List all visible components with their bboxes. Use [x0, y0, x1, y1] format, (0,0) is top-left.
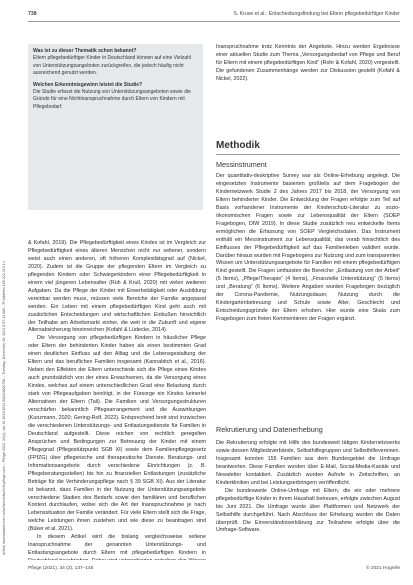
running-title: S. Kruse et al.: Entscheidungsfindung bei Eltern pflegebedürftiger Kinder — [233, 11, 400, 17]
box-answer-2: Die Studie erfasst die Nutzung von Unterstützungsangeboten sowie die Gründe für eine Nichtinanspruchnahme durch Eltern von Kindern mit Pflegebedarf. — [33, 89, 191, 110]
left-column — [28, 240, 206, 560]
section-title-methodik: Methodik — [216, 140, 260, 151]
messinstrument-paragraph: Der quantitativ-deskriptive Survey war als Online-Erhebung angelegt. Die eingesetzten Instrumente basierten großteils auf dem Fragebogen der Kindernetzwerk Studie 2 des Jahres 2017 bis 2018, der Versorgung von Eltern behinderter Kinder. Die Entwicklung der Fragen erfolgte zum Teil auf Basis vorhandener Instrumente der Kinderschutz-Literatur zu sozio-ökonomischen Fragen sowie zur Lebensqualität der Eltern (SOEP Fragebogen, DIW 2019). In diese Studie zusätzlich neu entwickelte Items ermöglichen die Erfassung von SOEP Vergleichsdaten. Das Instrument enthält ein Messinstrument zur Lebensqualität, das vorab hinsichtlich des Einflusses der Pflegebedürftigkeit auf das Familienleben validiert wurde. Darüber hinaus wurden mit Fragebogens zur Nutzung und zum transparenten Wissen um Unterstützungsangebote für Familien mit einem pflegebedürftigen Kind gestellt. Die Fragen umfassten die Bereiche: „Entlastung von der Arbeit“ (5 Items), „Pflege/Therapie“ (4 Items), „Finanzielle Unterstützung“ (5 Items) und „Beratung“ (6 Items). Weitere Angaben wurden Fragebogen bezüglich der Corona-Pandemie, Nutzungsdauer, Nutzung durch die Kindergartenbetreuung und Schule sowie Alter, Geschlecht und Entscheidungsgründe der Eltern erhoben. Hier wurde eine Skala zum Fragebogen zum freien Kommentieren der Fragen ergänzt. — [216, 173, 400, 323]
box-question-2: Welchen Erkenntnisgewinn leistet die Studie? — [33, 81, 143, 88]
right-column-rekrutierung — [216, 440, 400, 560]
footer-citation: Pflege (2021), 34 (2), 137–145 — [28, 566, 94, 571]
left-paragraph-2: Die Versorgung von pflegebedürftigen Kindern in häuslicher Pflege oder Eltern der behinderten Kinder haben als einen bestimmten Grad einen deutlichen Einfluss auf den Alltag und die Lebensgestaltung der Eltern und das beruflichen Familien insgesamt (Kannabitch et al., 2016). Neben den Effekten der Eltern unterschiede sich die Pflege eines Kindes auch grundsätzlich von der eines Erwachsenen, da die Versorgung eines Kindes, welches auf einem unterschiedlichen Grad eine Belastung durch stark von Pflegeaufgaben benötigt, in der Fürsorge ein Kindes keinerlei Alternativen der Eltern (Tali). Die Familien und Versorgungsstrukturen verschärfen bekanntlich Pflegearrangement und die Auswirkungen (Kunzmann, 2020; Gering-Rolf, 2022). Entsprechend breit sind inzwischen die verschiedenen Unterstützungs- und Entlastungsdienste für Familien in Deutschland aufgestellt. Diese reichen von rechtlich geregelten Ansprüchen und Bedingungen zur Betreuung der Kinder mit einem Pflegegrad (Pflegestützpunkt SGB XI) sowie dem Familienpflegegesetz (FPfZG) über pflegerische und therapeutische Dienste. Beratungs- und Informationsangebote durch verschiedene Einrichtungen (z. B. Pflegeberatungsstellen) bis hin zu finanziellen Entlastungen (zusätzliche Beträge für die Verhinderungspflege nach § 39 SGB XI). Aus der Literatur ist bekannt, dass Familien in der Nutzung der Unterstützungsangebote verschiedene Stadien des Bedarfs sowie den familiären und beruflichen Kontext durchlaufen, wobei sich die Art der Inanspruchnahme je nach Lebenssituation der Familie verändert. Für viele Eltern stellt sich die Frage, welche Leistungen ihnen zustehen und wie diese zu beantragen sind (Büker et al. 2021). — [28, 335, 206, 533]
header-divider — [28, 21, 400, 22]
page-header — [28, 9, 400, 20]
subsection-title-messinstrument: Messinstrument — [216, 160, 267, 169]
side-download-notice — [2, 40, 10, 560]
box-answer-1: Eltern pflegebedürftiger Kinder in Deutschland können auf eine Vielzahl von Unterstützungsangeboten zurückgreifen, die jedoch häufig nicht ausreichend genutzt werden. — [33, 55, 192, 77]
page-number: 738 — [28, 11, 37, 17]
right-intro-paragraph: Inanspruchnahme trotz Kenntnis der Angebote. Hinzu werden Ergebnisse einer aktuellen Studie zum Thema „Versorgungsbedarf von Pflege und Beruf für Eltern mit einem pflegebedürftigen Kind“ (Rohr & Kofahl, 2020) vorgestellt. Die gefundenen Zusammenhänge werden zur Diskussion gestellt (Kofahl & Nickel, 2022). — [216, 44, 400, 82]
page-footer — [28, 566, 400, 576]
key-findings-box — [28, 44, 203, 210]
section-divider — [216, 154, 400, 155]
side-download-text: Article downloaded from www.fachzeitschrift-pflege.com – Pflege 2021; 34(2); doi 10.1024/1012-5302/a000796 – Tuesday, December 28, 2021 8:57:13 AM – IP Address 185.222.213.14 — [2, 261, 6, 555]
left-paragraph-1: & Kofahl, 2019). Die Pflegebedürftigkeit eines Kindes ist im Vergleich zur Pflegebedürftigkeit eines älteren Menschen nicht nur seltener, sondern weist auch einen anderen, oft höheren Komplexitätsgrad auf (Nickel, 2020). Zudem ist die Gruppe der pflegenden Eltern im Vergleich zu pflegenden Kindern oder Schwiegerkindern einer Pflegebedürftigkeit in einem viel jüngeren Lebensalter (Rüh & Krull, 2020) mit vielen weiteren Aufgaben. Da die Pflege der Kinder mit Erwerbstätigkeit oder Ausbildung vereinbar werden muss, müssen viele Bereiche der Familie angepasst werden. Ein Leben mit einem pflegebedürftigen Kind geht auch mit zusätzlichen Entscheidungen und wirtschaftlichen Einbußen hinsichtlich der Teilhabe am Arbeitsmarkt einher, die weit in die Zukunft und eigene Altersabsicherung hineinreichen (Kofahl & Lüdecke, 2014). — [28, 240, 206, 334]
footer-copyright: © 2021 Hogrefe — [366, 566, 400, 571]
rekrutierung-paragraph-1: Die Rekrutierung erfolgte mit Hilfe des bundesweit tätigen Kindernetzwerks sowie dessen Mitgliedsverbände, Selbsthilfegruppen und Selbsthilfevereinen. Insgesamt konnten 155 Familien aus dem Bundesgebiet die Umfrage beantworten. Diese Familien wurden über E-Mail, Social-Media-Kanäle und Newsletter kontaktiert. Zusätzlich wurden Aufrufe in Zeitschriften, an Kinderkliniken und bei Leistungserbringern veröffentlicht. — [216, 440, 400, 486]
right-column-messinstrument — [216, 173, 400, 420]
right-column-intro — [216, 44, 400, 136]
subsection-title-rekrutierung: Rekrutierung und Datenerhebung — [216, 425, 323, 434]
rekrutierung-paragraph-2: Die bundesweite Online-Umfrage mit Eltern, die ein oder mehrere pflegebedürftige Kinder in ihrem Haushalt betreuen, erfolgte zwischen August bis Juni 2021. Die Umfrage wurde über Plattformen und Netzwerk der Selbsthilfe durchgeführt. Nach Abschluss der Erhebung wurden die Daten überprüft. Die Einverständniserklärung zur Teilnahme erfolgte über die Umfrage-Software. — [216, 487, 400, 534]
left-paragraph-3: In diesem Artikel wird die bislang vergleichsweise seltene Inanspruchnahme der genannten Unterstützungs- und Entlastungsangebote durch Eltern mit pflegebedürftigen Kindern in — [28, 534, 206, 557]
box-question-1: Was ist zu dieser Thematik schon bekannt? — [33, 48, 137, 54]
